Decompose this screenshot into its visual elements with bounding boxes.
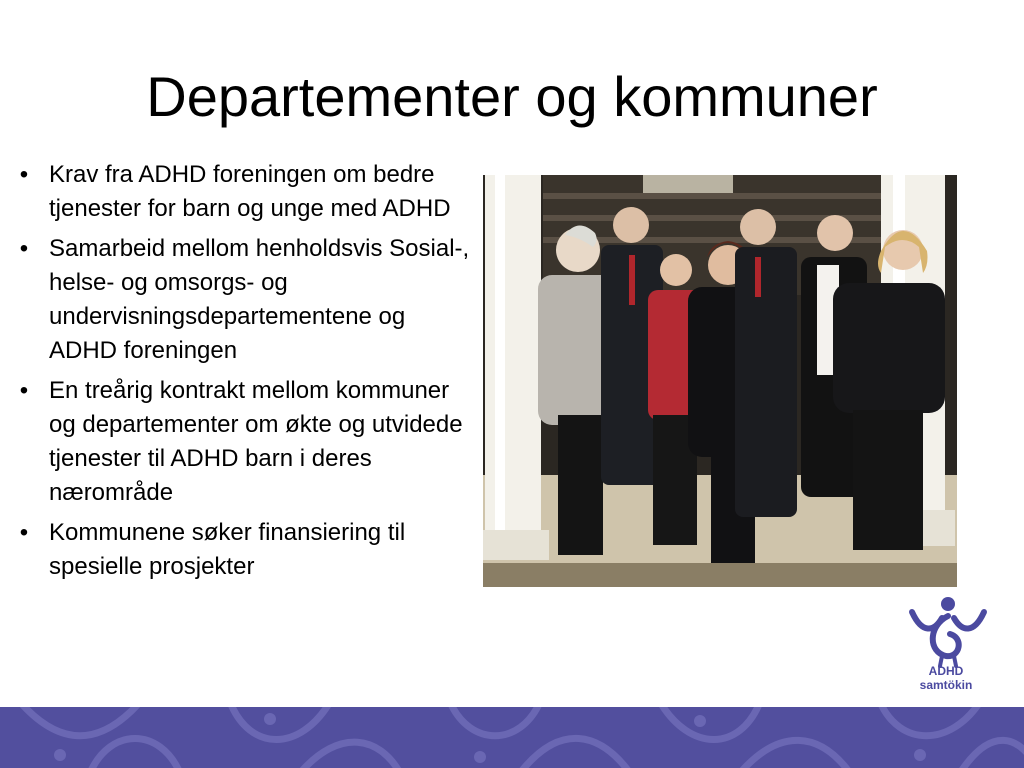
logo-line-adhd: ADHD <box>928 664 964 678</box>
logo-line-samtokin: samtökin <box>919 678 973 692</box>
bullet-item <box>14 516 474 584</box>
bullet-glyph: • <box>19 377 29 404</box>
bullet-text: En treårig kontrakt mellom kommuner og departementer om økte og utvidede tjenester til ADHD barn i deres nærområde <box>49 377 463 506</box>
bullet-list <box>14 158 474 590</box>
bullet-glyph: • <box>19 519 29 546</box>
bullet-item <box>14 374 474 510</box>
group-photo-illustration <box>483 175 957 587</box>
bullet-text: Krav fra ADHD foreningen om bedre tjenester for barn og unge med ADHD <box>49 161 451 222</box>
bullet-item <box>14 158 474 226</box>
slide-title: Departementer og kommuner <box>146 65 878 128</box>
bullet-text: Samarbeid mellom henholdsvis Sosial-, helse- og omsorgs- og undervisningsdepartementene og ADHD foreningen <box>49 235 470 364</box>
bullet-glyph: • <box>19 161 29 188</box>
bullet-text: Kommunene søker finansiering til spesielle prosjekter <box>49 519 406 580</box>
bullet-item <box>14 232 474 368</box>
footer-pattern <box>0 707 1024 768</box>
group-photo <box>483 175 957 587</box>
logo-text <box>904 664 988 692</box>
bullet-glyph: • <box>19 235 29 262</box>
footer-band <box>0 707 1024 768</box>
